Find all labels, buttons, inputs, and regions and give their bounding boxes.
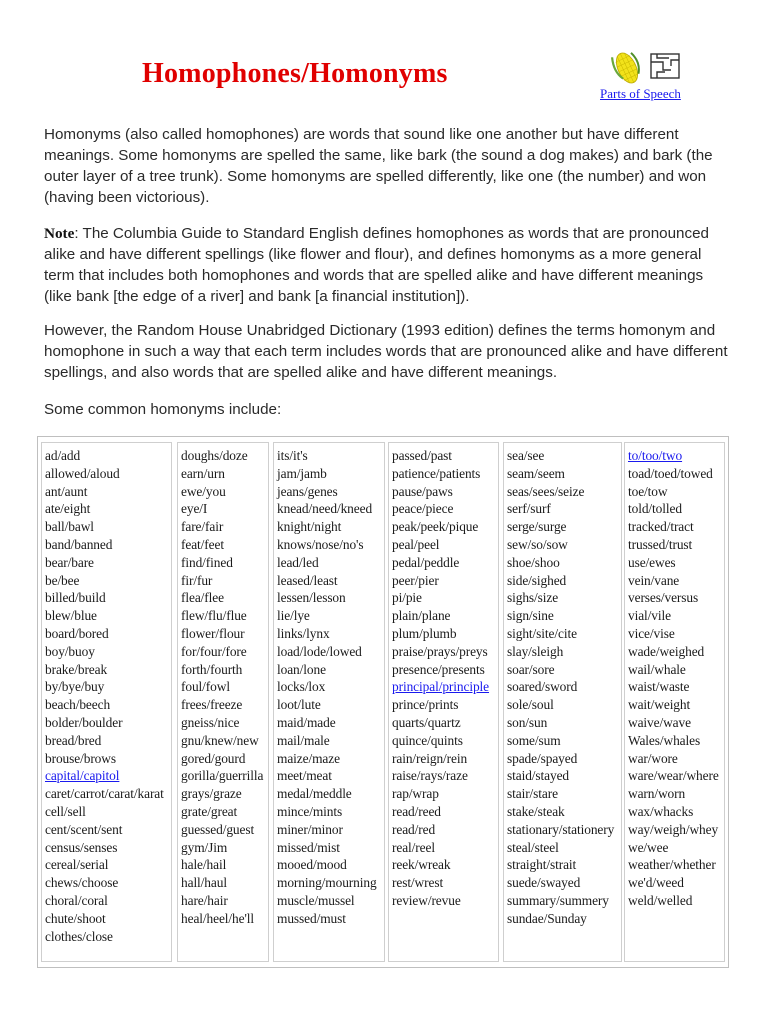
homonym-pair: stair/stare bbox=[507, 786, 558, 802]
homonym-pair: sundae/Sunday bbox=[507, 910, 587, 926]
homonym-pair: knight/night bbox=[277, 519, 342, 535]
homonym-pair: jeans/genes bbox=[277, 483, 338, 499]
homonym-pair: peer/pier bbox=[392, 572, 439, 588]
homonym-pair: pi/pie bbox=[392, 590, 422, 606]
homonym-pair: eye/I bbox=[181, 501, 208, 517]
homonym-pair: for/four/fore bbox=[181, 643, 247, 659]
homonym-pair: guessed/guest bbox=[181, 821, 255, 837]
homonym-pair: choral/coral bbox=[45, 892, 108, 908]
homonym-pair: warn/worn bbox=[628, 786, 686, 802]
homonym-pair: jam/jamb bbox=[277, 465, 327, 481]
random-house-paragraph: However, the Random House Unabridged Dictionary (1993 edition) defines the terms homonym and homophone in such a way that each term includes words that are pronounced alike and have different spellings, and also words that are spelled alike and have different meanings. bbox=[44, 322, 728, 381]
intro-paragraph: Homonyms (also called homophones) are words that sound like one another but have different meanings. Some homonyms are spelled the same, like bark (the sound a dog makes) and bark (the outer layer of a tree trunk). Some homonyms are spelled differently, like one (the number) and won (having been victorious). bbox=[44, 126, 713, 206]
homonym-pair: sight/site/cite bbox=[507, 625, 577, 641]
homonym-pair: sign/sine bbox=[507, 608, 554, 624]
homonym-pair: earn/urn bbox=[181, 465, 225, 481]
homonym-pair: census/senses bbox=[45, 839, 118, 855]
homonym-pair: grate/great bbox=[181, 803, 238, 819]
homonym-pair: praise/prays/preys bbox=[392, 643, 488, 659]
homonym-pair: hale/hail bbox=[181, 857, 227, 873]
homonym-pair: ewe/you bbox=[181, 483, 226, 499]
homonym-pair: ball/bawl bbox=[45, 519, 94, 535]
homonym-pair: quince/quints bbox=[392, 732, 463, 748]
homonym-pair: cent/scent/sent bbox=[45, 821, 123, 837]
homonym-pair: passed/past bbox=[392, 448, 452, 463]
homonym-pair: miner/minor bbox=[277, 821, 343, 837]
homonym-link[interactable]: to/too/two bbox=[628, 448, 683, 463]
homonym-pair: way/weigh/whey bbox=[628, 821, 719, 837]
parts-of-speech-link[interactable]: Parts of Speech bbox=[600, 86, 681, 101]
homonyms-table bbox=[37, 436, 729, 968]
homonym-pair: gym/Jim bbox=[181, 839, 228, 855]
homonym-pair: feat/feet bbox=[181, 536, 224, 552]
homonym-pair: gored/gourd bbox=[181, 750, 246, 766]
homonym-pair: brake/break bbox=[45, 661, 108, 677]
homonym-pair: plum/plumb bbox=[392, 625, 457, 641]
homonym-pair: review/revue bbox=[392, 892, 461, 908]
homonym-pair: chews/choose bbox=[45, 875, 119, 891]
homonym-pair: medal/meddle bbox=[277, 786, 352, 802]
homonym-pair: maize/maze bbox=[277, 750, 340, 766]
homonym-pair: hall/haul bbox=[181, 875, 227, 891]
homonym-pair: lie/lye bbox=[277, 608, 310, 624]
homonym-pair: real/reel bbox=[392, 839, 435, 855]
homonym-pair: band/banned bbox=[45, 536, 113, 552]
homonym-pair: loan/lone bbox=[277, 661, 326, 677]
homonym-pair: summary/summery bbox=[507, 892, 609, 908]
homonym-pair: soared/sword bbox=[507, 679, 578, 695]
homonym-pair: lead/led bbox=[277, 554, 319, 570]
homonym-pair: foul/fowl bbox=[181, 679, 230, 695]
homonym-pair: grays/graze bbox=[181, 786, 242, 802]
homonym-pair: gorilla/guerrilla bbox=[181, 768, 264, 784]
homonym-pair: toe/tow bbox=[628, 483, 668, 499]
homonym-pair: read/red bbox=[392, 821, 436, 837]
homonym-pair: slay/sleigh bbox=[507, 643, 564, 659]
homonym-pair: be/bee bbox=[45, 572, 80, 588]
homonym-pair: wait/weight bbox=[628, 697, 691, 713]
homonym-pair: billed/build bbox=[45, 590, 106, 606]
homonym-pair: we'd/weed bbox=[628, 875, 684, 891]
homonym-pair: plain/plane bbox=[392, 608, 451, 624]
homonym-pair: caret/carrot/carat/karat bbox=[45, 786, 164, 802]
homonym-pair: flower/flour bbox=[181, 625, 245, 641]
homonym-pair: presence/presents bbox=[392, 661, 485, 677]
homonym-pair: read/reed bbox=[392, 803, 441, 819]
homonym-pair: mince/mints bbox=[277, 803, 343, 819]
homonym-pair: side/sighed bbox=[507, 572, 567, 588]
homonym-link[interactable]: capital/capitol bbox=[45, 768, 120, 784]
homonym-pair: flea/flee bbox=[181, 590, 224, 606]
homonym-pair: weld/welled bbox=[628, 892, 693, 908]
homonym-pair: raise/rays/raze bbox=[392, 768, 468, 784]
homonym-pair: son/sun bbox=[507, 714, 548, 730]
homonym-pair: bread/bred bbox=[45, 732, 102, 748]
homonym-pair: maid/made bbox=[277, 714, 336, 730]
homonym-pair: doughs/doze bbox=[181, 448, 248, 463]
homonym-pair: flew/flu/flue bbox=[181, 608, 247, 624]
homonym-pair: sole/soul bbox=[507, 697, 554, 713]
homonym-pair: wail/whale bbox=[628, 661, 686, 677]
homonym-pair: its/it's bbox=[277, 448, 308, 463]
homonym-pair: waist/waste bbox=[628, 679, 690, 695]
homonym-pair: forth/fourth bbox=[181, 661, 243, 677]
homonym-pair: sew/so/sow bbox=[507, 536, 568, 552]
homonym-pair: brouse/brows bbox=[45, 750, 116, 766]
homonym-link[interactable]: principal/principle bbox=[392, 679, 490, 695]
homonym-pair: locks/lox bbox=[277, 679, 326, 695]
homonym-pair: pause/paws bbox=[392, 483, 453, 499]
homonym-pair: Wales/whales bbox=[628, 732, 701, 748]
homonym-pair: cereal/serial bbox=[45, 857, 109, 873]
homonym-pair: staid/stayed bbox=[507, 768, 570, 784]
homonyms-column-3 bbox=[273, 442, 385, 962]
homonym-pair: straight/strait bbox=[507, 857, 577, 873]
homonym-pair: reek/wreak bbox=[392, 857, 451, 873]
homonym-pair: we/wee bbox=[628, 839, 669, 855]
homonym-pair: stationary/stationery bbox=[507, 821, 615, 837]
homonym-pair: prince/prints bbox=[392, 697, 459, 713]
homonym-pair: peace/piece bbox=[392, 501, 454, 517]
homonym-pair: bear/bare bbox=[45, 554, 94, 570]
homonyms-column-6 bbox=[624, 442, 725, 962]
homonyms-column-5 bbox=[503, 442, 622, 962]
homonym-pair: wade/weighed bbox=[628, 643, 705, 659]
homonym-pair: mussed/must bbox=[277, 910, 346, 926]
homonym-pair: links/lynx bbox=[277, 625, 330, 641]
homonym-pair: serf/surf bbox=[507, 501, 551, 517]
homonym-pair: muscle/mussel bbox=[277, 892, 355, 908]
homonym-pair: gnu/knew/new bbox=[181, 732, 259, 748]
homonym-pair: patience/patients bbox=[392, 465, 481, 481]
homonym-pair: toad/toed/towed bbox=[628, 465, 713, 481]
homonym-pair: quarts/quartz bbox=[392, 714, 461, 730]
homonym-pair: gneiss/nice bbox=[181, 714, 240, 730]
homonym-pair: peal/peel bbox=[392, 536, 440, 552]
corn-maze-logo-icon bbox=[609, 46, 685, 86]
homonym-pair: beach/beech bbox=[45, 697, 111, 713]
homonym-pair: seas/sees/seize bbox=[507, 483, 585, 499]
homonym-pair: some/sum bbox=[507, 732, 561, 748]
homonym-pair: hare/hair bbox=[181, 892, 228, 908]
homonyms-column-2 bbox=[177, 442, 269, 962]
homonym-pair: leased/least bbox=[277, 572, 338, 588]
homonym-pair: allowed/aloud bbox=[45, 465, 120, 481]
homonym-pair: seam/seem bbox=[507, 465, 565, 481]
homonym-pair: peak/peek/pique bbox=[392, 519, 479, 535]
homonym-pair: frees/freeze bbox=[181, 697, 243, 713]
homonym-pair: use/ewes bbox=[628, 554, 676, 570]
homonym-pair: load/lode/lowed bbox=[277, 643, 362, 659]
homonym-pair: sighs/size bbox=[507, 590, 559, 606]
homonym-pair: fir/fur bbox=[181, 572, 213, 588]
homonyms-column-1 bbox=[41, 442, 172, 962]
homonym-pair: spade/spayed bbox=[507, 750, 578, 766]
homonym-pair: mooed/mood bbox=[277, 857, 347, 873]
homonym-pair: bolder/boulder bbox=[45, 714, 123, 730]
note-paragraph bbox=[44, 223, 734, 307]
homonym-pair: blew/blue bbox=[45, 608, 97, 624]
homonyms-column-4 bbox=[388, 442, 499, 962]
note-label: Note bbox=[44, 225, 75, 242]
homonym-pair: cell/sell bbox=[45, 803, 86, 819]
homonym-pair: loot/lute bbox=[277, 697, 321, 713]
homonym-pair: meet/meat bbox=[277, 768, 332, 784]
list-intro-text: Some common homonyms include: bbox=[44, 401, 282, 418]
homonym-pair: suede/swayed bbox=[507, 875, 581, 891]
homonym-pair: board/bored bbox=[45, 625, 109, 641]
homonym-pair: pedal/peddle bbox=[392, 554, 460, 570]
homonym-pair: lessen/lesson bbox=[277, 590, 346, 606]
homonym-pair: missed/mist bbox=[277, 839, 340, 855]
homonym-pair: by/bye/buy bbox=[45, 679, 105, 695]
homonym-pair: verses/versus bbox=[628, 590, 699, 606]
homonym-pair: mail/male bbox=[277, 732, 330, 748]
homonym-pair: shoe/shoo bbox=[507, 554, 560, 570]
homonym-pair: weather/whether bbox=[628, 857, 716, 873]
homonym-pair: rap/wrap bbox=[392, 786, 439, 802]
homonym-pair: stake/steak bbox=[507, 803, 565, 819]
homonym-pair: vice/vise bbox=[628, 625, 675, 641]
homonym-pair: ant/aunt bbox=[45, 483, 88, 499]
page-title: Homophones/Homonyms bbox=[142, 58, 448, 89]
homonym-pair: heal/heel/he'll bbox=[181, 910, 255, 926]
homonym-pair: vein/vane bbox=[628, 572, 680, 588]
homonym-pair: ad/add bbox=[45, 448, 81, 463]
note-text: : The Columbia Guide to Standard English defines homophones as words that are pronounced alike and have different spellings (like flower and flour), and defines homonyms as a more general term that includes both homophones and words that are spelled alike and have different meanings (like bank [the edge of a river] and bank [a financial institution]). bbox=[44, 225, 709, 305]
homonym-pair: ate/eight bbox=[45, 501, 91, 517]
homonym-pair: vial/vile bbox=[628, 608, 671, 624]
homonym-pair: wax/whacks bbox=[628, 803, 694, 819]
homonym-pair: trussed/trust bbox=[628, 536, 693, 552]
homonym-pair: steal/steel bbox=[507, 839, 559, 855]
homonym-pair: find/fined bbox=[181, 554, 233, 570]
homonym-pair: tracked/tract bbox=[628, 519, 694, 535]
homonym-pair: rain/reign/rein bbox=[392, 750, 468, 766]
homonym-pair: morning/mourning bbox=[277, 875, 377, 891]
homonym-pair: fare/fair bbox=[181, 519, 224, 535]
homonym-pair: boy/buoy bbox=[45, 643, 95, 659]
homonym-pair: rest/wrest bbox=[392, 875, 444, 891]
homonym-pair: soar/sore bbox=[507, 661, 555, 677]
homonym-pair: knead/need/kneed bbox=[277, 501, 373, 517]
homonym-pair: chute/shoot bbox=[45, 910, 106, 926]
homonym-pair: sea/see bbox=[507, 448, 545, 463]
homonym-pair: war/wore bbox=[628, 750, 678, 766]
homonym-pair: clothes/close bbox=[45, 928, 113, 944]
homonym-pair: ware/wear/where bbox=[628, 768, 719, 784]
homonym-pair: serge/surge bbox=[507, 519, 567, 535]
homonym-pair: waive/wave bbox=[628, 714, 691, 730]
homonym-pair: told/tolled bbox=[628, 501, 682, 517]
homonym-pair: knows/nose/no's bbox=[277, 536, 364, 552]
